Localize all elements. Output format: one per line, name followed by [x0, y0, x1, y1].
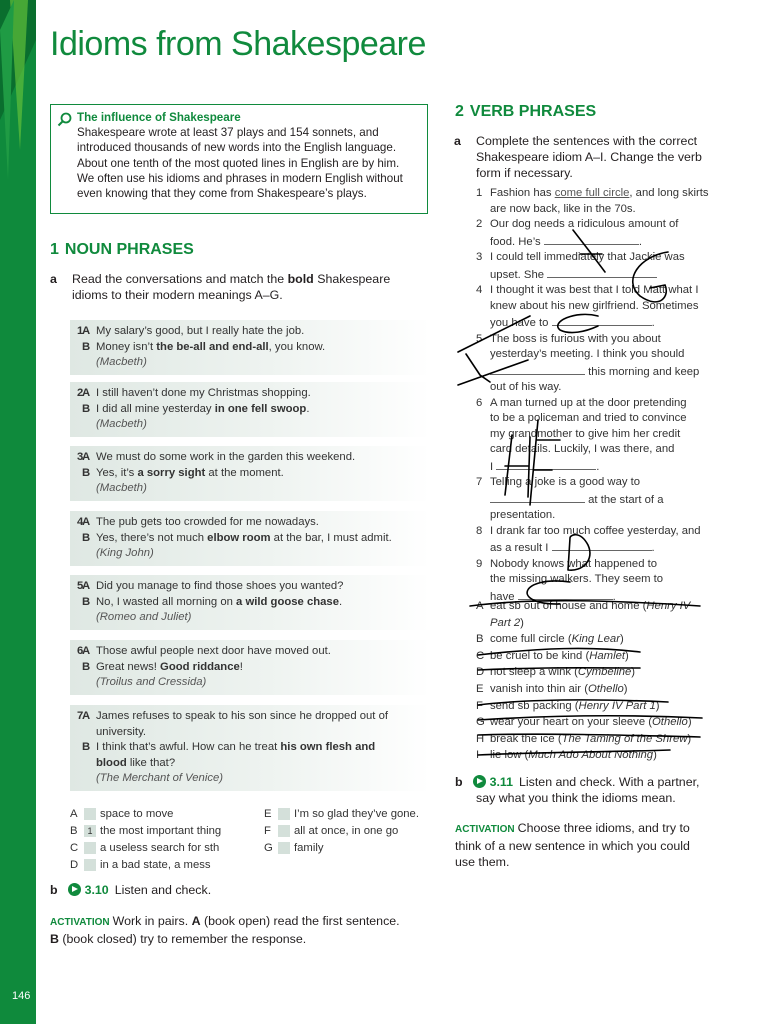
meaning-text: the most important thing — [100, 825, 222, 837]
section2-instruction — [454, 133, 746, 181]
speaker-b-text: at the bar, I must admit. — [270, 531, 392, 544]
exercise-letter: b — [455, 775, 463, 789]
activation-text: (book closed) try to remember the response. — [58, 932, 307, 946]
sentence-number: 9 — [476, 557, 483, 570]
section2-heading — [455, 103, 596, 121]
idiom-source: Much Ado About Nothing — [528, 749, 654, 762]
sentence-text: I — [490, 460, 497, 473]
influence-box — [50, 104, 428, 214]
answer-gap[interactable] — [490, 491, 585, 503]
conversation-box — [70, 511, 430, 566]
speaker-a-line — [76, 725, 424, 741]
sentence-text: upset. She — [490, 268, 548, 281]
track-number: 3.10 — [84, 883, 109, 897]
example-answer: come full circle — [554, 187, 630, 199]
source-play: (Macbeth) — [96, 356, 147, 368]
speaker-label: A — [82, 710, 91, 722]
meaning-letter: D — [70, 859, 79, 871]
activation-keyword: ACTIVATION — [50, 917, 110, 928]
source-play: (Macbeth) — [96, 418, 147, 430]
sentence-text: as a result I — [490, 542, 552, 554]
sentence-text: . — [596, 460, 600, 473]
meaning-letter: A — [70, 808, 78, 820]
audio-icon[interactable] — [68, 883, 81, 896]
conversation-box — [70, 705, 430, 791]
source-play: (Macbeth) — [96, 482, 147, 494]
speaker-b-text: ! — [239, 660, 243, 673]
speaker-b-text: I think that’s awful. How can he treat — [96, 741, 281, 753]
meaning-item — [264, 823, 419, 840]
activation-bold: B — [50, 932, 59, 946]
page-title: Idioms from Shakespeare — [50, 25, 426, 63]
influence-line: Shakespeare wrote at least 37 plays and 154 sonnets, and — [77, 126, 379, 140]
sentence-text: . — [651, 542, 655, 554]
source-play: (King John) — [96, 547, 154, 559]
instr-text: Shakespeare idiom A–I. Change the verb — [476, 150, 702, 164]
speaker-a-text: Did you manage to find those shoes you wanted? — [96, 580, 344, 592]
section1-b — [50, 883, 211, 897]
answer-box[interactable]: 1 — [84, 825, 96, 837]
idiom-item: C be cruel to be kind (Hamlet) — [476, 648, 738, 665]
meaning-text: a useless search for sth — [100, 842, 220, 854]
meaning-item — [264, 840, 419, 857]
speaker-a-text: university. — [96, 725, 147, 738]
sentence-number: 5 — [476, 332, 483, 345]
speaker-b-text: No, I wasted all morning on — [96, 595, 237, 608]
idiom-source: Henry IV Part 1 — [578, 699, 656, 712]
idiom-text: not sleep a wink ( — [490, 666, 578, 679]
meaning-letter: E — [264, 808, 272, 820]
speaker-label: A — [82, 387, 91, 399]
source-play: (The Merchant of Venice) — [96, 772, 224, 784]
speaker-b-line — [76, 756, 424, 772]
sentence-item — [476, 217, 738, 250]
conversation-box — [70, 640, 430, 695]
sentence-item — [476, 475, 738, 524]
influence-heading: The influence of Shakespeare — [77, 111, 241, 124]
idiom-text: send sb packing ( — [490, 699, 579, 712]
idiom-source: Part 2 — [490, 616, 521, 629]
speaker-b-text: I did all mine yesterday — [96, 402, 215, 415]
speaker-b-text: at the moment. — [205, 466, 284, 479]
speaker-label: A — [82, 325, 91, 337]
speaker-a-line — [76, 324, 424, 340]
idiom-text: come full circle ( — [490, 633, 572, 646]
idiom-source: Henry IV — [646, 600, 691, 612]
sentence-number: 4 — [476, 284, 483, 296]
answer-box[interactable] — [84, 808, 96, 820]
idiom-bold: blood — [96, 756, 127, 769]
sidebar-decoration — [0, 0, 36, 200]
answer-gap[interactable] — [547, 266, 657, 278]
section1-activation — [50, 913, 440, 947]
idiom-text: eat sb out of house and home ( — [490, 600, 647, 612]
sentence-item — [476, 283, 738, 332]
sentence-text: are now back, like in the 70s. — [490, 202, 636, 215]
idiom-item: H break the ice (The Taming of the Shrew) — [476, 731, 738, 748]
meaning-letter: F — [264, 825, 271, 837]
sentence-text: I thought it was best that I told Matt what I — [490, 284, 699, 296]
speaker-b-line — [76, 402, 424, 418]
speaker-b-line — [76, 595, 424, 611]
sentence-item — [476, 186, 738, 217]
page-number: 146 — [12, 990, 31, 1002]
idiom-item: D not sleep a wink (Cymbeline) — [476, 664, 738, 681]
exercise-letter: b — [50, 883, 58, 897]
activation-text: Work in pairs. — [112, 914, 192, 928]
speaker-label: A — [82, 451, 91, 463]
speaker-b-text: Money isn’t — [96, 340, 157, 353]
activation-text: think of a new sentence in which you could — [455, 839, 690, 853]
sentence-text: to be a policeman and tried to convince — [490, 412, 687, 424]
speaker-b-line — [76, 340, 424, 356]
sentence-text: Our dog needs a ridiculous amount of — [490, 218, 679, 230]
speaker-a-text: We must do some work in the garden this weekend. — [96, 451, 356, 463]
sentence-text: yesterday’s meeting. I think you should — [490, 348, 685, 360]
speaker-b-text: Yes, it’s — [96, 466, 138, 479]
sentence-text: food. He’s — [490, 235, 544, 248]
section2-activation — [455, 820, 745, 870]
speaker-a-line — [76, 515, 424, 531]
b-text: say what you think the idioms mean. — [476, 791, 676, 805]
conversation-box — [70, 382, 430, 437]
speaker-b-line — [76, 740, 424, 756]
speaker-a-text: The pub gets too crowded for me nowadays. — [96, 516, 319, 528]
sentence-text: you have to — [490, 317, 552, 329]
sentence-number: 8 — [476, 524, 483, 537]
activation-text: Choose three idioms, and try to — [517, 821, 690, 835]
idiom-item: I lie low (Much Ado About Nothing) — [476, 747, 738, 764]
sentence-text: The boss is furious with you about — [490, 332, 661, 345]
answer-gap[interactable] — [490, 363, 585, 375]
speaker-label: B — [82, 531, 91, 544]
answer-gap[interactable] — [552, 539, 652, 551]
idiom-item: G wear your heart on your sleeve (Othello) — [476, 714, 738, 731]
idiom-source: Othello — [587, 682, 624, 695]
answer-gap[interactable] — [552, 314, 652, 326]
sentence-number: 1 — [476, 187, 483, 199]
meaning-letter: B — [70, 825, 78, 837]
sentence-text: Telling a joke is a good way to — [490, 476, 641, 488]
meaning-text: space to move — [100, 808, 174, 820]
instr-text: Read the conversations and match the — [72, 272, 288, 286]
sentence-text: out of his way. — [490, 381, 562, 393]
track-number: 3.11 — [489, 775, 514, 789]
influence-line: We often use his idioms and phrases in modern English without — [77, 171, 403, 185]
sentence-number: 3 — [476, 251, 483, 263]
speaker-label: B — [82, 595, 91, 608]
meanings-right — [264, 806, 419, 857]
meaning-item — [70, 806, 221, 823]
idiom-text: vanish into thin air ( — [490, 682, 588, 695]
sentence-number: 2 — [476, 218, 483, 230]
b-text: Listen and check. — [114, 883, 212, 897]
sentence-text: . — [638, 235, 642, 248]
conversation-number: 2 — [77, 387, 84, 399]
conversation-number: 3 — [77, 451, 84, 463]
meanings-left — [70, 806, 221, 874]
idiom-bold: a wild goose chase — [236, 595, 339, 608]
conversation-number: 5 — [77, 580, 84, 592]
instr-bold: bold — [287, 272, 314, 286]
sentence-text: presentation. — [490, 509, 556, 521]
speaker-a-line — [76, 450, 424, 466]
answer-gap[interactable] — [496, 458, 596, 470]
idiom-bold: his own flesh and — [280, 741, 376, 753]
meaning-item — [264, 806, 419, 823]
speaker-b-text: , you know. — [268, 340, 326, 353]
sentence-text: have — [490, 590, 518, 603]
sentence-item — [476, 250, 738, 283]
meaning-text: family — [294, 842, 324, 854]
idiom-bold: in one fell swoop — [214, 402, 307, 415]
instr-text: Shakespeare — [313, 272, 391, 286]
idiom-item: E vanish into thin air (Othello) — [476, 681, 738, 698]
idiom-item: F send sb packing (Henry IV Part 1) — [476, 698, 738, 715]
idiom-letter: C — [476, 649, 485, 662]
instr-text: idioms to their modern meanings A–G. — [72, 288, 283, 302]
sentence-text: I could tell immediately that Jackie was — [490, 251, 685, 263]
meaning-text: in a bad state, a mess — [100, 859, 211, 871]
conversation-box — [70, 575, 430, 630]
sentence-text: Fashion has — [490, 187, 555, 199]
idiom-source: Hamlet — [589, 649, 626, 662]
idiom-text: be cruel to be kind ( — [490, 649, 590, 662]
activation-bold: A — [191, 914, 201, 928]
sentence-item — [476, 332, 738, 396]
answer-box[interactable] — [84, 859, 96, 871]
sentence-item — [476, 524, 738, 557]
idiom-source: Othello — [652, 716, 688, 729]
magnifier-icon — [57, 112, 72, 127]
sentence-text: Nobody knows what happened to — [490, 557, 658, 570]
conversation-box — [70, 320, 430, 375]
sentence-text: this morning and keep — [585, 365, 700, 378]
sentence-text: card details. Luckily, I was there, and — [490, 443, 675, 455]
speaker-b-text: Yes, there’s not much — [96, 531, 208, 544]
meaning-text: I’m so glad they’ve gone. — [294, 808, 419, 820]
sentence-text: . — [612, 590, 616, 603]
answer-box[interactable] — [278, 825, 290, 837]
speaker-label: A — [82, 516, 91, 528]
page-sidebar — [0, 0, 36, 1024]
section1-instruction — [50, 271, 432, 303]
influence-line: About one tenth of the most quoted lines in English are by him. — [77, 156, 400, 170]
meaning-item — [70, 840, 221, 857]
answer-box[interactable] — [278, 808, 290, 820]
idiom-bold: a sorry sight — [137, 466, 206, 479]
section-title: VERB PHRASES — [469, 103, 597, 120]
conversation-number: 1 — [77, 325, 84, 337]
activation-keyword: ACTIVATION — [455, 824, 515, 835]
conversation-number: 4 — [77, 516, 84, 528]
idiom-letter: F — [476, 699, 483, 712]
influence-line: even knowing that they come from Shakespeare’s plays. — [77, 187, 367, 201]
sentence-text: . — [651, 317, 655, 329]
section-number: 2 — [455, 103, 464, 120]
instr-text: Complete the sentences with the correct — [476, 134, 698, 148]
speaker-a-line — [76, 709, 424, 725]
idiom-item-continued: Part 2) — [490, 616, 524, 629]
idiom-item — [476, 598, 738, 615]
meaning-letter: G — [264, 842, 273, 854]
sentence-item — [476, 396, 738, 476]
audio-icon[interactable] — [473, 775, 486, 788]
idiom-letter: H — [476, 732, 485, 745]
meaning-text: all at once, in one go — [294, 825, 399, 837]
speaker-label: B — [82, 660, 91, 673]
speaker-b-text: . — [339, 595, 343, 608]
sentence-text: , and long skirts — [629, 187, 709, 199]
section2-b — [455, 774, 745, 806]
idiom-letter: B — [476, 633, 484, 646]
speaker-a-text: I still haven’t done my Christmas shopping. — [96, 387, 311, 399]
sentence-text: the missing walkers. They seem to — [490, 573, 664, 585]
section1-heading — [50, 241, 194, 259]
speaker-b-line — [76, 660, 424, 676]
speaker-label: B — [82, 340, 91, 353]
exercise-letter: a — [50, 272, 57, 286]
sentence-number: 6 — [476, 396, 483, 409]
speaker-a-line — [76, 579, 424, 595]
speaker-a-text: My salary’s good, but I really hate the job. — [96, 325, 305, 337]
idiom-bold: the be-all and end-all — [156, 340, 269, 353]
conversation-number: 7 — [77, 710, 84, 722]
idiom-item: B come full circle (King Lear) — [476, 631, 738, 648]
speaker-a-line — [76, 386, 424, 402]
idiom-text: lie low ( — [490, 749, 529, 762]
influence-line: introduced thousands of new words into the English language. — [77, 141, 397, 155]
idiom-bold: Good riddance — [160, 660, 240, 673]
exercise-letter: a — [454, 134, 461, 148]
section-number: 1 — [50, 241, 59, 258]
speaker-b-line — [76, 466, 424, 482]
meaning-item — [70, 823, 221, 840]
answer-box[interactable] — [278, 842, 290, 854]
sentence-number: 7 — [476, 476, 483, 488]
speaker-label: A — [82, 580, 91, 592]
speaker-label: B — [82, 466, 91, 479]
speaker-label: A — [82, 645, 91, 657]
conversation-number: 6 — [77, 645, 84, 657]
speaker-b-text: Great news! — [96, 660, 161, 673]
source-play: (Romeo and Juliet) — [96, 611, 192, 623]
instr-text: form if necessary. — [476, 166, 573, 180]
idiom-letter: E — [476, 682, 484, 695]
idiom-source: Cymbeline — [577, 666, 632, 679]
meaning-letter: C — [70, 842, 79, 854]
idiom-text: wear your heart on your sleeve ( — [490, 716, 653, 729]
idiom-source: King Lear — [571, 633, 620, 646]
idiom-letter: G — [476, 716, 485, 729]
idiom-letter: I — [476, 749, 480, 762]
speaker-b-line — [76, 531, 424, 547]
speaker-a-text: Those awful people next door have moved out. — [96, 645, 331, 657]
speaker-a-line — [76, 644, 424, 660]
answer-gap[interactable] — [544, 233, 639, 245]
idiom-letter: D — [476, 666, 485, 679]
meaning-item — [70, 857, 221, 874]
answer-box[interactable] — [84, 842, 96, 854]
idiom-letter: A — [476, 600, 484, 612]
sentence-text: my grandmother to give him her credit — [490, 427, 681, 440]
b-text: Listen and check. With a partner, — [519, 775, 700, 789]
sentence-list — [476, 186, 738, 605]
speaker-a-text: James refuses to speak to his son since he dropped out of — [96, 710, 389, 722]
conversation-box — [70, 446, 430, 501]
sentence-text: knew about his new girlfriend. Sometimes — [490, 299, 699, 312]
idiom-list — [476, 598, 738, 764]
speaker-label: B — [82, 402, 91, 415]
sentence-text: I drank far too much coffee yesterday, and — [490, 524, 701, 537]
sentence-text: at the start of a — [585, 493, 664, 506]
idiom-text: break the ice ( — [490, 732, 562, 745]
idiom-source: The Taming of the Shrew — [561, 732, 688, 745]
idiom-bold: elbow room — [207, 531, 271, 544]
speaker-b-text: like that? — [126, 756, 176, 769]
section-title: NOUN PHRASES — [64, 241, 194, 258]
source-play: (Troilus and Cressida) — [96, 676, 207, 688]
sentence-text: A man turned up at the door pretending — [490, 396, 687, 409]
activation-text: (book open) read the first sentence. — [200, 914, 400, 928]
activation-text: use them. — [455, 855, 510, 869]
speaker-b-text: . — [306, 402, 310, 415]
speaker-label: B — [82, 741, 91, 753]
